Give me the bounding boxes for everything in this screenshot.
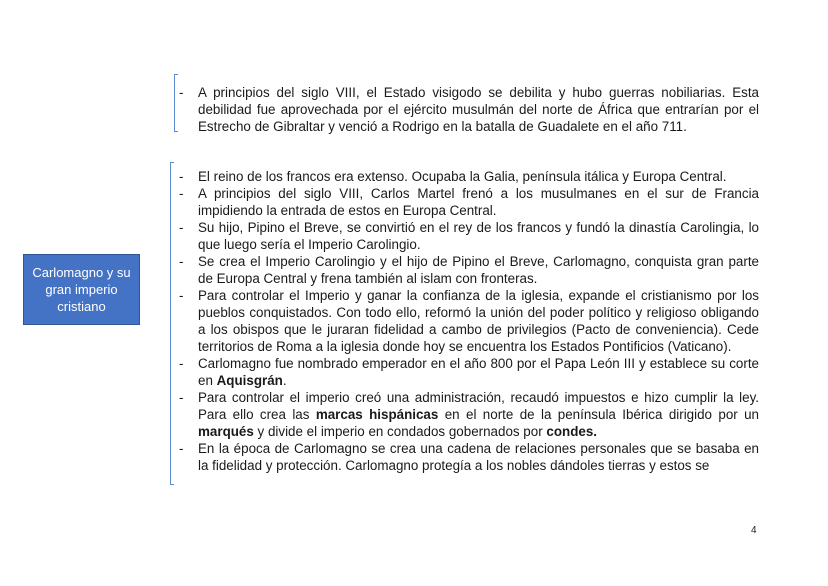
bottom-bracket	[170, 162, 171, 485]
list-item	[177, 287, 759, 355]
list-item-text: En la época de Carlomagno se crea una cadena de relaciones personales que se basaba en la fidelidad y protección. Carlomagno protegía a los nobles dándoles tierras y estos se	[198, 441, 759, 473]
emphasis-condes: condes.	[546, 424, 597, 439]
list-item-text: Su hijo, Pipino el Breve, se convirtió en el rey de los francos y fundó la dinastía Carolingia, lo que luego sería el Imperio Carolingio.	[198, 220, 759, 252]
list-item-text: y divide el imperio en condados gobernados por	[253, 424, 547, 439]
top-bullet-list	[177, 84, 759, 135]
list-item	[177, 389, 759, 440]
list-item	[177, 185, 759, 219]
list-item-text: Carlomagno fue nombrado emperador en el año 800 por el Papa León III y establece su corte en	[198, 356, 759, 388]
list-item	[177, 168, 759, 185]
list-item-text: A principios del siglo VIII, el Estado visigodo se debilita y hubo guerras nobiliarias. Esta debilidad fue aprovechada por el ejército musulmán del norte de África que entrarían por el Estrecho de Gibraltar y venció a Rodrigo en la batalla de Guadalete en el año 711.	[198, 85, 759, 134]
list-item	[177, 84, 759, 135]
page-number: 4	[751, 525, 757, 536]
bottom-bullet-list	[177, 168, 759, 474]
list-item	[177, 440, 759, 474]
list-item-text: El reino de los francos era extenso. Ocupaba la Galia, península itálica y Europa Central.	[198, 169, 727, 184]
bullet-dash: -	[179, 390, 184, 405]
list-item	[177, 355, 759, 389]
list-item	[177, 253, 759, 287]
list-item-text: A principios del siglo VIII, Carlos Martel frenó a los musulmanes en el sur de Francia impidiendo la entrada de estos en Europa Central.	[198, 186, 759, 218]
bullet-dash: -	[179, 441, 184, 456]
list-item-text: en el norte de la península Ibérica dirigido por un	[438, 407, 760, 422]
emphasis-marques: marqués	[198, 424, 254, 439]
list-item-text: Para controlar el imperio creó una administración, recaudó impuestos e hizo cumplir la ley. Para ello crea las	[198, 390, 759, 422]
bullet-dash: -	[179, 254, 184, 269]
bullet-dash: -	[179, 85, 184, 100]
list-item-text: .	[282, 373, 287, 388]
bullet-dash: -	[179, 186, 184, 201]
bullet-dash: -	[179, 288, 184, 303]
list-item-text: Se crea el Imperio Carolingio y el hijo de Pipino el Breve, Carlomagno, conquista gran parte de Europa Central y frena también al islam con fronteras.	[198, 254, 759, 286]
bullet-dash: -	[179, 169, 184, 184]
emphasis-marcas-hispanicas: marcas hispánicas	[315, 407, 439, 422]
top-bracket	[174, 74, 175, 132]
bullet-dash: -	[179, 356, 184, 371]
list-item-text: Para controlar el Imperio y ganar la confianza de la iglesia, expande el cristianismo por los pueblos conquistados. Con todo ello, reformó la unión del poder político y religioso obligando a los obispos que le juraran fidelidad a cambo de privilegios (Pacto de conveniencia). Cede territorios de Roma a la iglesia donde hoy se encuentra los Estados Pontificios (Vaticano).	[198, 288, 759, 354]
emphasis-aquisgran: Aquisgrán	[216, 373, 283, 388]
topic-box	[23, 254, 140, 325]
list-item	[177, 219, 759, 253]
topic-box-title: Carlomagno y su gran imperio cristiano	[32, 265, 131, 314]
bullet-dash: -	[179, 220, 184, 235]
